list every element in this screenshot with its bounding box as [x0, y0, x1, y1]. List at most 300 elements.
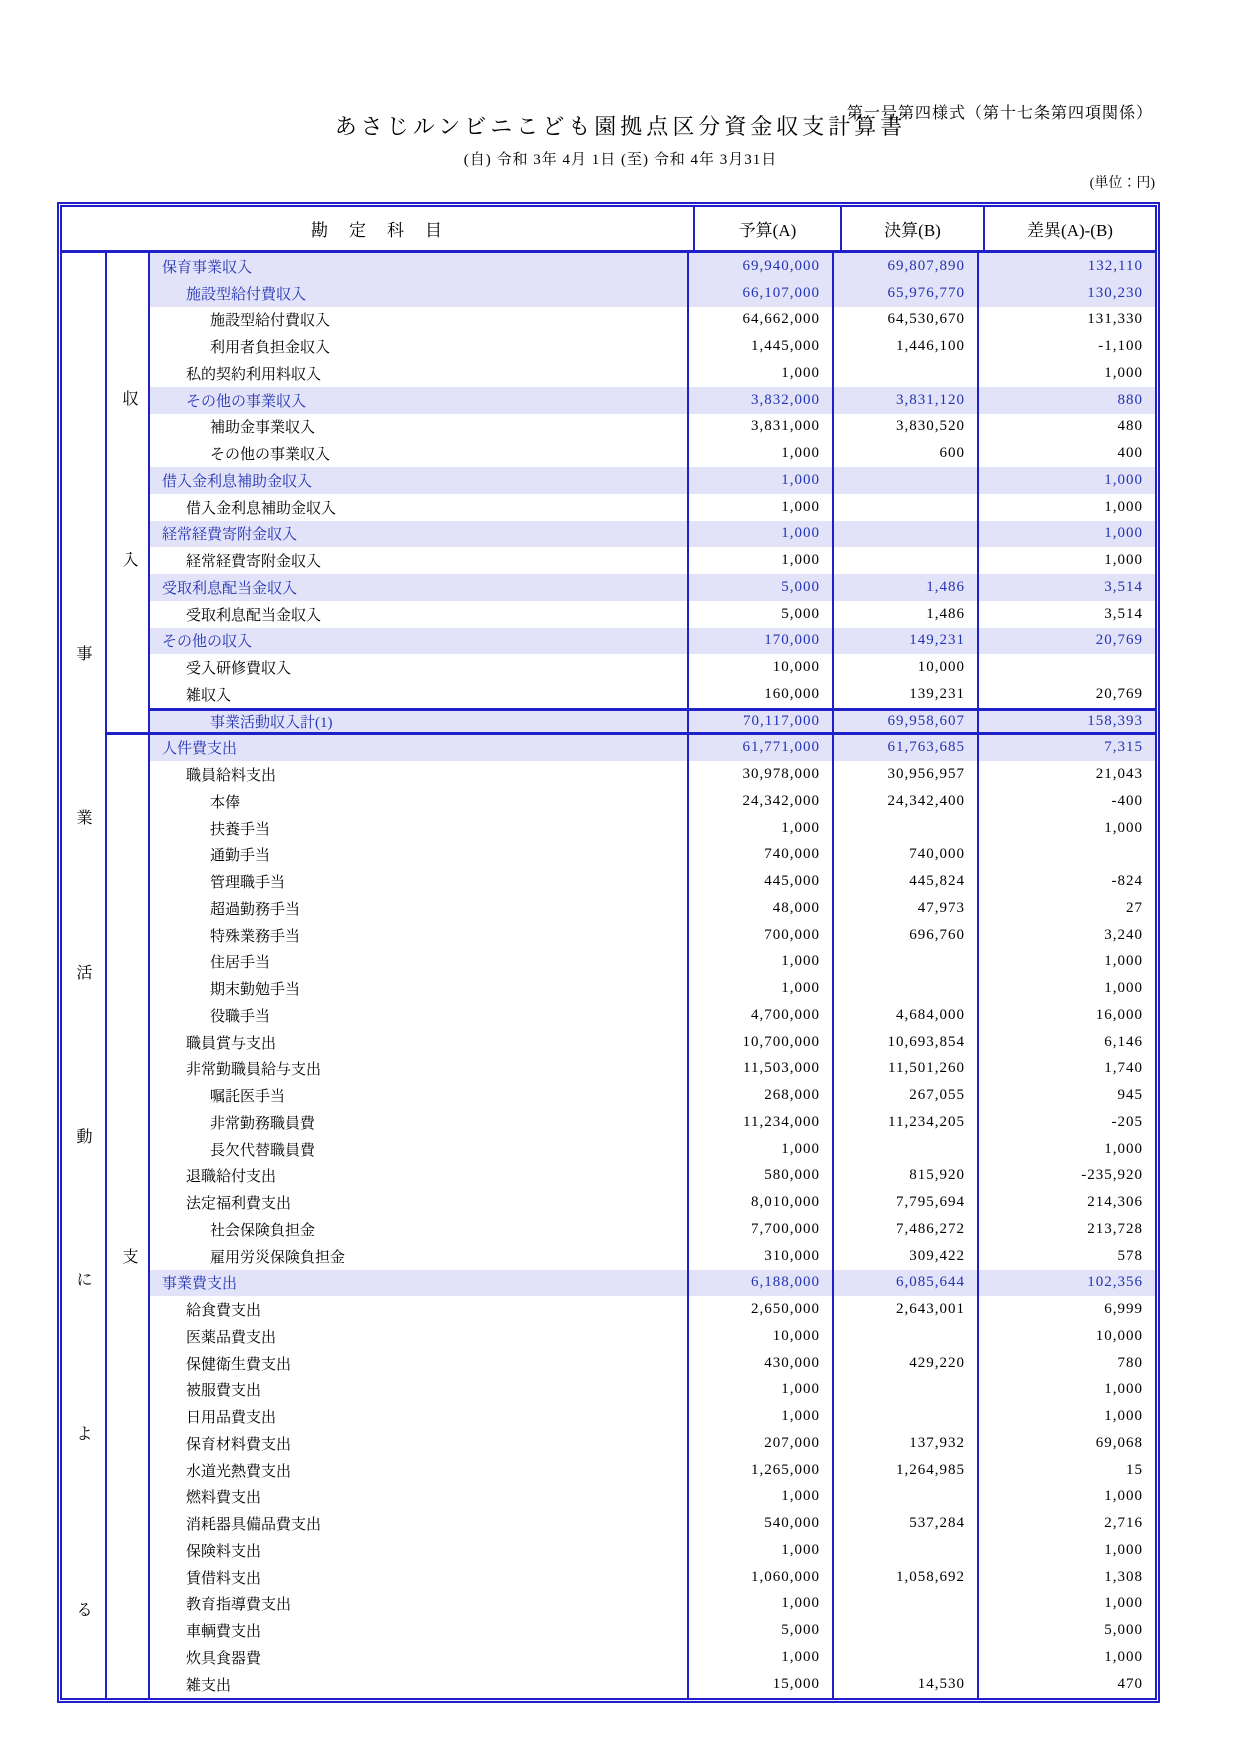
budget-cell: 48,000 — [689, 895, 834, 922]
budget-cell: 11,503,000 — [689, 1056, 834, 1083]
difference-cell: 1,000 — [1104, 1541, 1143, 1558]
inout-cell — [107, 1056, 150, 1083]
inout-cell — [107, 1457, 150, 1484]
budget-cell: 24,342,000 — [689, 788, 834, 815]
actual-cell — [834, 360, 979, 387]
actual-cell — [834, 1537, 979, 1564]
table-row — [62, 1136, 1155, 1163]
inout-cell — [107, 601, 150, 628]
account-cell: 借入金利息補助金収入 — [150, 494, 689, 521]
budget-cell: 1,000 — [689, 467, 834, 494]
section-cell — [62, 1377, 107, 1404]
actual-cell: 740,000 — [834, 842, 979, 869]
account-cell: 医薬品費支出 — [150, 1323, 689, 1350]
budget-cell: 207,000 — [689, 1430, 834, 1457]
table-row — [62, 761, 1155, 788]
inout-cell — [107, 333, 150, 360]
table-row — [62, 1189, 1155, 1216]
section-label-char: 事 — [76, 645, 93, 663]
inout-cell — [107, 842, 150, 869]
inout-cell — [107, 1350, 150, 1377]
account-cell: 保育材料費支出 — [150, 1430, 689, 1457]
actual-cell: 24,342,400 — [834, 788, 979, 815]
account-cell: 補助金事業収入 — [150, 414, 689, 441]
inout-cell — [107, 708, 150, 735]
section-cell — [62, 521, 107, 548]
actual-cell: 429,220 — [834, 1350, 979, 1377]
account-cell: 借入金利息補助金収入 — [150, 467, 689, 494]
actual-cell: 11,501,260 — [834, 1056, 979, 1083]
inout-cell — [107, 735, 150, 762]
section-cell — [62, 601, 107, 628]
account-cell: 超過勤務手当 — [150, 895, 689, 922]
budget-cell: 1,265,000 — [689, 1457, 834, 1484]
difference-cell: 1,000 — [979, 467, 1155, 494]
difference-cell: 3,240 — [1104, 926, 1143, 943]
inout-cell — [107, 922, 150, 949]
account-cell: 燃料費支出 — [150, 1484, 689, 1511]
budget-cell: 1,000 — [689, 815, 834, 842]
budget-cell: 1,000 — [689, 521, 834, 548]
inout-cell — [107, 574, 150, 601]
account-cell: 消耗器具備品費支出 — [150, 1510, 689, 1537]
inout-cell — [107, 975, 150, 1002]
account-cell: その他の事業収入 — [150, 387, 689, 414]
table-row — [62, 681, 1155, 708]
account-cell: 炊具食器費 — [150, 1644, 689, 1671]
inout-cell — [107, 360, 150, 387]
budget-cell: 30,978,000 — [689, 761, 834, 788]
section-cell — [62, 1163, 107, 1190]
table-row — [62, 494, 1155, 521]
difference-cell: 1,000 — [1104, 1595, 1143, 1612]
section-label-char: 業 — [76, 810, 93, 828]
account-cell: 嘱託医手当 — [150, 1082, 689, 1109]
budget-cell: 700,000 — [689, 922, 834, 949]
actual-cell: 600 — [834, 440, 979, 467]
difference-cell: 214,306 — [1087, 1194, 1143, 1211]
account-cell: 受入研修費収入 — [150, 654, 689, 681]
actual-cell — [834, 467, 979, 494]
section-label-char: る — [76, 1601, 93, 1619]
account-cell: 水道光熱費支出 — [150, 1457, 689, 1484]
account-cell: 被服費支出 — [150, 1377, 689, 1404]
account-cell: 受取利息配当金収入 — [150, 601, 689, 628]
difference-cell: 5,000 — [1104, 1622, 1143, 1639]
difference-cell: 213,728 — [1087, 1220, 1143, 1237]
table-row — [62, 1163, 1155, 1190]
budget-cell: 430,000 — [689, 1350, 834, 1377]
account-cell: 事業活動収入計(1) — [150, 708, 689, 735]
section-cell — [62, 1243, 107, 1270]
account-cell: 非常勤務職員費 — [150, 1109, 689, 1136]
difference-cell: 1,000 — [1104, 980, 1143, 997]
difference-cell: -205 — [1111, 1113, 1143, 1130]
income-label-char: 収 — [122, 391, 139, 409]
difference-cell: 21,043 — [1095, 766, 1143, 783]
difference-cell: 131,330 — [1087, 311, 1143, 328]
table-row — [62, 307, 1155, 334]
budget-cell: 1,000 — [689, 547, 834, 574]
inout-cell — [107, 1510, 150, 1537]
inout-cell — [107, 761, 150, 788]
actual-cell: 69,807,890 — [834, 253, 979, 280]
table-row — [62, 815, 1155, 842]
section-cell — [62, 895, 107, 922]
header-budget: 予算(A) — [695, 207, 842, 250]
actual-cell: 4,684,000 — [834, 1002, 979, 1029]
table-row — [62, 1243, 1155, 1270]
section-cell — [62, 708, 107, 735]
inout-cell — [107, 1296, 150, 1323]
table-row — [62, 708, 1155, 735]
difference-cell: 10,000 — [1095, 1327, 1143, 1344]
budget-cell: 66,107,000 — [689, 280, 834, 307]
difference-cell: 1,000 — [1104, 1648, 1143, 1665]
difference-cell: 6,146 — [1104, 1033, 1143, 1050]
budget-cell: 10,700,000 — [689, 1029, 834, 1056]
inout-cell — [107, 1377, 150, 1404]
account-cell: 利用者負担金収入 — [150, 333, 689, 360]
inout-cell — [107, 1029, 150, 1056]
inout-cell — [107, 654, 150, 681]
inout-cell — [107, 467, 150, 494]
table-row — [62, 1056, 1155, 1083]
table-row — [62, 1323, 1155, 1350]
difference-cell: 1,308 — [1104, 1568, 1143, 1585]
table-row — [62, 1537, 1155, 1564]
section-cell — [62, 1029, 107, 1056]
account-cell: 日用品費支出 — [150, 1403, 689, 1430]
budget-cell: 445,000 — [689, 868, 834, 895]
account-cell: 期末勤勉手当 — [150, 975, 689, 1002]
difference-cell — [979, 842, 1155, 869]
difference-cell: 1,000 — [1104, 1488, 1143, 1505]
account-cell: 施設型給付費収入 — [150, 280, 689, 307]
difference-cell: 780 — [1117, 1354, 1143, 1371]
inout-cell — [107, 1430, 150, 1457]
budget-cell: 1,000 — [689, 494, 834, 521]
account-cell: 人件費支出 — [150, 735, 689, 762]
section-cell — [62, 868, 107, 895]
actual-cell: 1,264,985 — [834, 1457, 979, 1484]
difference-cell: 16,000 — [1095, 1006, 1143, 1023]
actual-cell: 6,085,644 — [834, 1270, 979, 1297]
inout-cell — [107, 1216, 150, 1243]
table-row — [62, 440, 1155, 467]
budget-cell: 1,000 — [689, 1136, 834, 1163]
actual-cell: 61,763,685 — [834, 735, 979, 762]
difference-cell: 69,068 — [1095, 1434, 1143, 1451]
inout-cell — [107, 1323, 150, 1350]
account-cell: 経常経費寄附金収入 — [150, 521, 689, 548]
actual-cell — [834, 815, 979, 842]
form-number-note: 第一号第四様式（第十七条第四項関係） — [846, 105, 1153, 122]
section-cell — [62, 333, 107, 360]
actual-cell — [834, 1323, 979, 1350]
section-cell — [62, 761, 107, 788]
difference-cell: 1,740 — [1104, 1060, 1143, 1077]
budget-cell: 1,000 — [689, 975, 834, 1002]
section-label-char: 活 — [76, 964, 93, 982]
budget-cell: 61,771,000 — [689, 735, 834, 762]
table-row — [62, 868, 1155, 895]
difference-cell: 20,769 — [1095, 685, 1143, 702]
section-cell — [62, 1510, 107, 1537]
difference-cell: 27 — [1126, 899, 1143, 916]
table-row — [62, 1484, 1155, 1511]
inout-cell — [107, 307, 150, 334]
budget-cell: 1,000 — [689, 440, 834, 467]
section-cell — [62, 1350, 107, 1377]
difference-cell: 2,716 — [1104, 1515, 1143, 1532]
budget-cell: 69,940,000 — [689, 253, 834, 280]
budget-cell: 160,000 — [689, 681, 834, 708]
section-cell — [62, 1216, 107, 1243]
section-cell — [62, 842, 107, 869]
account-cell: 保険料支出 — [150, 1537, 689, 1564]
budget-cell: 11,234,000 — [689, 1109, 834, 1136]
inout-cell — [107, 1484, 150, 1511]
budget-cell: 268,000 — [689, 1082, 834, 1109]
section-cell — [62, 1644, 107, 1671]
budget-cell: 310,000 — [689, 1243, 834, 1270]
account-cell: 雑収入 — [150, 681, 689, 708]
actual-cell: 7,486,272 — [834, 1216, 979, 1243]
actual-cell: 10,693,854 — [834, 1029, 979, 1056]
difference-cell: 1,000 — [1104, 1381, 1143, 1398]
actual-cell: 1,446,100 — [834, 333, 979, 360]
account-cell: その他の収入 — [150, 628, 689, 655]
table-row — [62, 1029, 1155, 1056]
inout-cell — [107, 1537, 150, 1564]
inout-cell — [107, 1002, 150, 1029]
table-row — [62, 1644, 1155, 1671]
account-cell: 賃借料支出 — [150, 1564, 689, 1591]
difference-cell: 130,230 — [979, 280, 1155, 307]
table-row — [62, 1377, 1155, 1404]
account-cell: 特殊業務手当 — [150, 922, 689, 949]
report-period: (自) 令和 3年 4月 1日 (至) 令和 4年 3月31日 — [463, 152, 778, 168]
expense-label-char: 支 — [122, 1249, 139, 1267]
budget-cell: 1,445,000 — [689, 333, 834, 360]
section-cell — [62, 1082, 107, 1109]
inout-cell — [107, 1671, 150, 1698]
budget-cell: 10,000 — [689, 654, 834, 681]
account-cell: 雇用労災保険負担金 — [150, 1243, 689, 1270]
difference-cell: 945 — [1117, 1087, 1143, 1104]
table-row — [62, 1216, 1155, 1243]
actual-cell: 3,830,520 — [834, 414, 979, 441]
actual-cell: 2,643,001 — [834, 1296, 979, 1323]
difference-cell: 1,000 — [1104, 364, 1143, 381]
actual-cell: 69,958,607 — [834, 708, 979, 735]
difference-cell: 6,999 — [1104, 1301, 1143, 1318]
unit-note: (単位：円) — [1089, 176, 1155, 191]
table-row — [62, 1617, 1155, 1644]
budget-cell: 3,832,000 — [689, 387, 834, 414]
statement-table — [57, 202, 1160, 1703]
account-cell: 非常勤職員給与支出 — [150, 1056, 689, 1083]
inout-cell — [107, 414, 150, 441]
budget-cell: 1,060,000 — [689, 1564, 834, 1591]
section-cell — [62, 1671, 107, 1698]
budget-cell: 540,000 — [689, 1510, 834, 1537]
section-cell — [62, 1564, 107, 1591]
inout-cell — [107, 681, 150, 708]
actual-cell: 139,231 — [834, 681, 979, 708]
actual-cell: 1,486 — [834, 601, 979, 628]
budget-cell: 2,650,000 — [689, 1296, 834, 1323]
inout-cell — [107, 1564, 150, 1591]
table-row — [62, 574, 1155, 601]
table-row — [62, 1457, 1155, 1484]
table-row — [62, 1591, 1155, 1618]
account-cell: 職員賞与支出 — [150, 1029, 689, 1056]
inout-cell — [107, 253, 150, 280]
section-cell — [62, 494, 107, 521]
difference-cell: 880 — [979, 387, 1155, 414]
budget-cell: 7,700,000 — [689, 1216, 834, 1243]
section-label-char: 動 — [76, 1129, 93, 1147]
budget-cell: 1,000 — [689, 1644, 834, 1671]
account-cell: 退職給付支出 — [150, 1163, 689, 1190]
difference-cell: 15 — [1126, 1461, 1143, 1478]
actual-cell: 1,486 — [834, 574, 979, 601]
table-row — [62, 547, 1155, 574]
actual-cell — [834, 975, 979, 1002]
actual-cell: 1,058,692 — [834, 1564, 979, 1591]
actual-cell — [834, 494, 979, 521]
section-cell — [62, 307, 107, 334]
actual-cell — [834, 1136, 979, 1163]
account-cell: 本俸 — [150, 788, 689, 815]
section-cell — [62, 1296, 107, 1323]
budget-cell: 5,000 — [689, 574, 834, 601]
section-cell — [62, 735, 107, 762]
difference-cell: -235,920 — [1081, 1167, 1143, 1184]
account-cell: 保健衛生費支出 — [150, 1350, 689, 1377]
budget-cell: 8,010,000 — [689, 1189, 834, 1216]
inout-cell — [107, 1403, 150, 1430]
inout-cell — [107, 1270, 150, 1297]
difference-cell: 3,514 — [1104, 605, 1143, 622]
account-cell: 経常経費寄附金収入 — [150, 547, 689, 574]
actual-cell: 3,831,120 — [834, 387, 979, 414]
inout-cell — [107, 280, 150, 307]
account-cell: 車輌費支出 — [150, 1617, 689, 1644]
budget-cell: 4,700,000 — [689, 1002, 834, 1029]
budget-cell: 1,000 — [689, 1403, 834, 1430]
table-row — [62, 1671, 1155, 1698]
account-cell: 教育指導費支出 — [150, 1591, 689, 1618]
difference-cell: -1,100 — [1098, 338, 1143, 355]
actual-cell: 309,422 — [834, 1243, 979, 1270]
actual-cell — [834, 1377, 979, 1404]
table-row — [62, 975, 1155, 1002]
section-cell — [62, 253, 107, 280]
account-cell: 事業費支出 — [150, 1270, 689, 1297]
table-row — [62, 949, 1155, 976]
section-label-char: に — [76, 1272, 93, 1290]
table-row — [62, 601, 1155, 628]
budget-cell: 1,000 — [689, 1537, 834, 1564]
inout-cell — [107, 1082, 150, 1109]
budget-cell: 1,000 — [689, 1484, 834, 1511]
difference-cell: 20,769 — [979, 628, 1155, 655]
table-row — [62, 1002, 1155, 1029]
difference-cell: 1,000 — [979, 521, 1155, 548]
difference-cell: 7,315 — [979, 735, 1155, 762]
section-cell — [62, 280, 107, 307]
table-header-row — [62, 207, 1155, 253]
difference-cell: 578 — [1117, 1247, 1143, 1264]
actual-cell: 537,284 — [834, 1510, 979, 1537]
table-row — [62, 1430, 1155, 1457]
actual-cell — [834, 1403, 979, 1430]
table-row — [62, 922, 1155, 949]
inout-cell — [107, 494, 150, 521]
difference-cell: 1,000 — [1104, 819, 1143, 836]
table-row — [62, 253, 1155, 280]
budget-cell: 740,000 — [689, 842, 834, 869]
account-cell: 役職手当 — [150, 1002, 689, 1029]
section-cell — [62, 387, 107, 414]
section-label-char: よ — [76, 1425, 93, 1443]
budget-cell: 170,000 — [689, 628, 834, 655]
inout-cell — [107, 1163, 150, 1190]
actual-cell: 10,000 — [834, 654, 979, 681]
account-cell: 給食費支出 — [150, 1296, 689, 1323]
account-cell: 長欠代替職員費 — [150, 1136, 689, 1163]
budget-cell: 3,831,000 — [689, 414, 834, 441]
actual-cell: 815,920 — [834, 1163, 979, 1190]
section-cell — [62, 922, 107, 949]
inout-cell — [107, 1591, 150, 1618]
actual-cell — [834, 1484, 979, 1511]
section-cell — [62, 574, 107, 601]
difference-cell: 1,000 — [1104, 552, 1143, 569]
table-row — [62, 360, 1155, 387]
table-row — [62, 1564, 1155, 1591]
table-row — [62, 414, 1155, 441]
table-row — [62, 280, 1155, 307]
difference-cell: 400 — [1117, 445, 1143, 462]
difference-cell: -400 — [1111, 792, 1143, 809]
budget-cell: 10,000 — [689, 1323, 834, 1350]
table-row — [62, 521, 1155, 548]
inout-cell — [107, 868, 150, 895]
section-cell — [62, 1457, 107, 1484]
actual-cell: 64,530,670 — [834, 307, 979, 334]
difference-cell: 132,110 — [979, 253, 1155, 280]
actual-cell: 47,973 — [834, 895, 979, 922]
difference-cell: 1,000 — [1104, 1140, 1143, 1157]
actual-cell — [834, 547, 979, 574]
difference-cell — [979, 654, 1155, 681]
section-cell — [62, 1189, 107, 1216]
actual-cell: 696,760 — [834, 922, 979, 949]
inout-cell — [107, 815, 150, 842]
header-difference: 差異(A)-(B) — [1027, 221, 1113, 240]
income-label-char: 入 — [122, 551, 139, 569]
actual-cell: 445,824 — [834, 868, 979, 895]
actual-cell: 267,055 — [834, 1082, 979, 1109]
section-cell — [62, 414, 107, 441]
section-cell — [62, 1537, 107, 1564]
difference-cell: 1,000 — [1104, 953, 1143, 970]
inout-cell — [107, 895, 150, 922]
